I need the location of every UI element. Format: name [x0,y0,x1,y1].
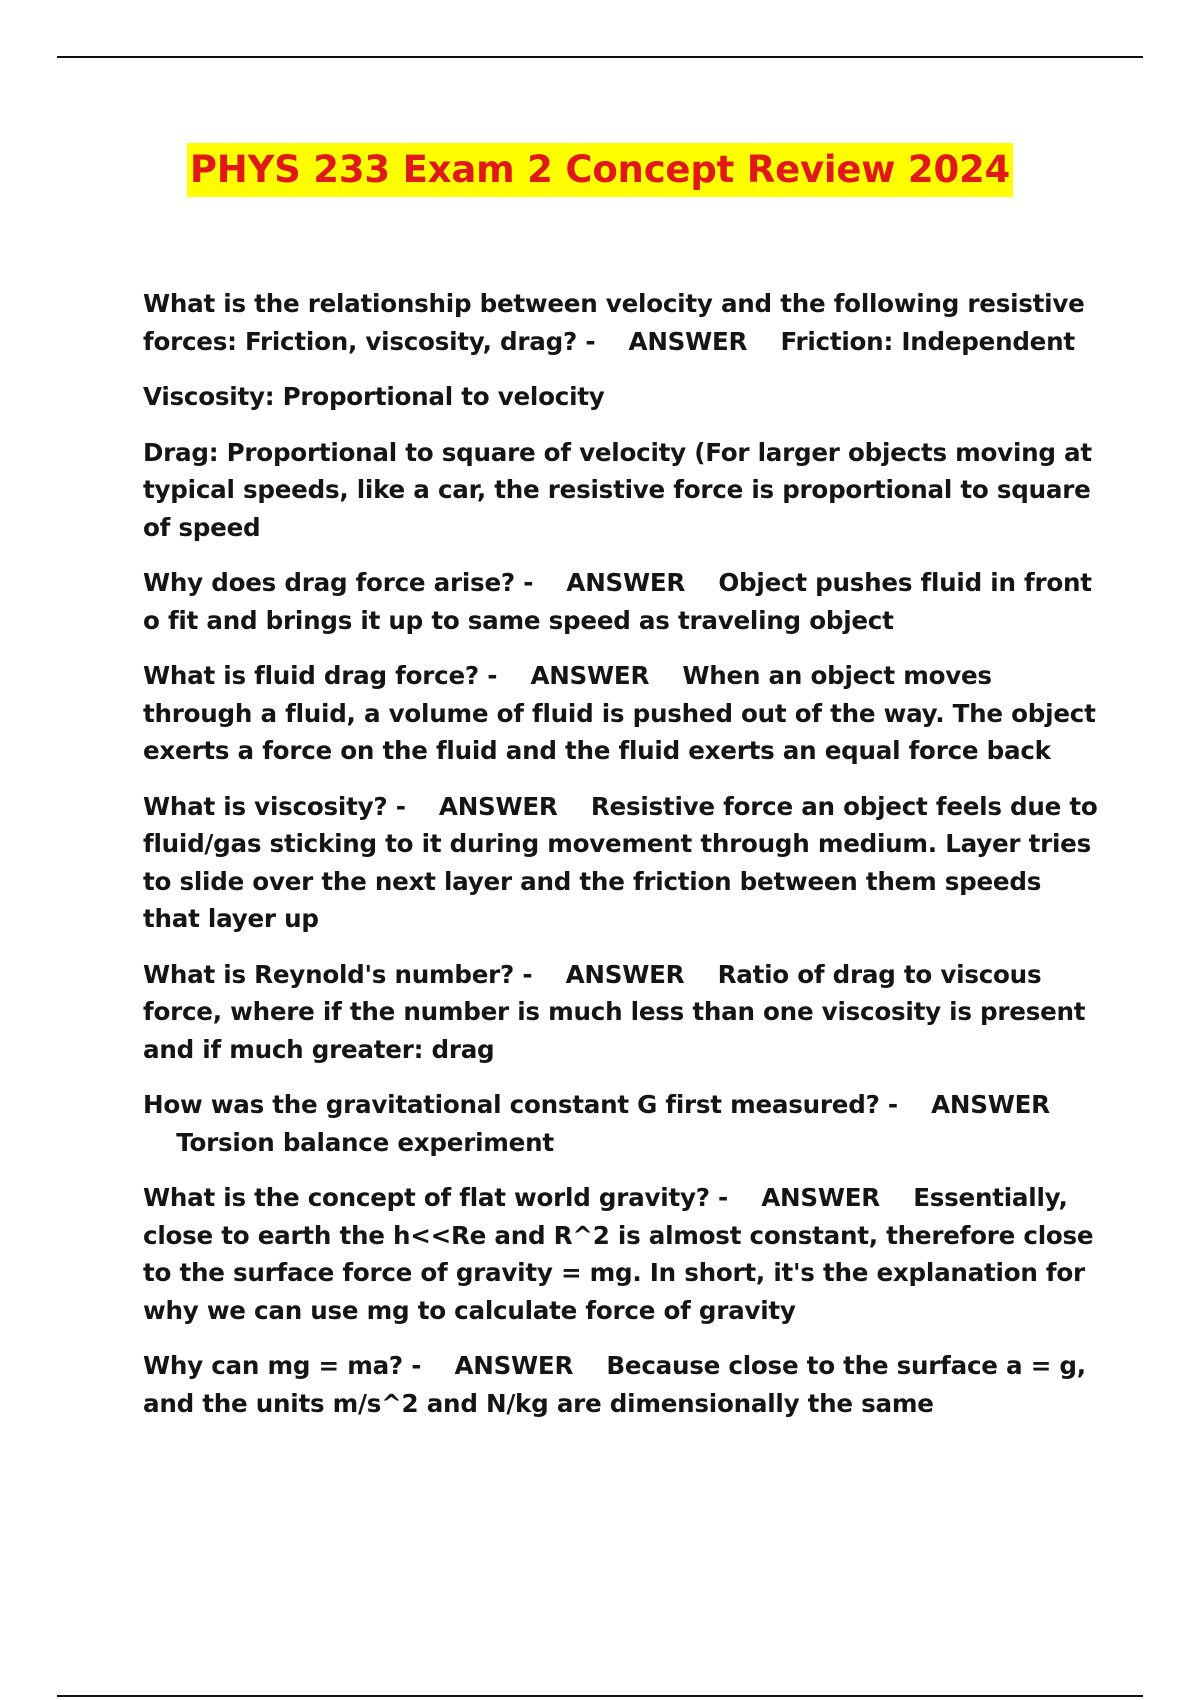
answer-text: Ratio of drag to viscous force, where if the number is much less than one viscosity is present and if much greater: drag [143,959,1086,1064]
answer-label: ANSWER [931,1090,1050,1119]
answer-text: When an object moves through a fluid, a volume of fluid is pushed out of the way. The object exerts a force on the fluid and the fluid exerts an equal force back [143,661,1096,765]
question-text: What is the relationship between velocity and the following resistive forces: Friction, viscosity, drag? - [143,289,1085,356]
header-rule [57,56,1143,58]
qa-paragraph [143,657,1098,770]
text-paragraph: Drag: Proportional to square of velocity (For larger objects moving at typical speeds, like a car, the resistive force is proportional to square of speed [143,437,1092,542]
answer-text: Friction: Independent [780,326,1075,356]
footer-rule [57,1695,1143,1697]
title-block [0,143,1200,197]
qa-paragraph [143,285,1098,360]
answer-text: Torsion balance experiment [176,1127,554,1157]
question-text: Why can mg = ma? - [143,1351,422,1380]
answer-label: ANSWER [628,326,748,356]
question-text: What is the concept of flat world gravity? - [143,1183,729,1212]
answer-label: ANSWER [530,661,650,690]
document-title: PHYS 233 Exam 2 Concept Review 2024 [187,143,1013,197]
document-body [143,285,1098,1440]
qa-paragraph [143,788,1098,938]
answer-text: Because close to the surface a = g, and the units m/s^2 and N/kg are dimensionally the same [143,1351,1086,1418]
answer-label: ANSWER [566,568,686,597]
answer-text: Essentially, close to earth the h<<Re and R^2 is almost constant, therefore close to the surface force of gravity = mg. In short, it's the explanation for why we can use mg to calculate force of gravity [143,1183,1094,1325]
answer-label: ANSWER [761,1183,880,1212]
question-text: What is fluid drag force? - [143,661,498,690]
answer-label: ANSWER [454,1351,574,1380]
answer-label: ANSWER [565,959,685,989]
answer-text: Resistive force an object feels due to fluid/gas sticking to it during movement through medium. Layer tries to slide over the next layer and the friction between them speeds that layer up [143,791,1098,933]
text-paragraph: Viscosity: Proportional to velocity [143,382,605,411]
answer-text: Object pushes fluid in front o fit and brings it up to same speed as traveling object [143,568,1092,635]
qa-paragraph [143,1086,1098,1161]
qa-paragraph [143,564,1098,639]
qa-paragraph [143,1347,1098,1422]
question-text: What is Reynold's number? - [143,959,533,989]
question-text: How was the gravitational constant G first measured? - [143,1090,898,1119]
question-text: What is viscosity? - [143,791,406,821]
answer-label: ANSWER [438,791,558,821]
qa-paragraph [143,956,1098,1069]
qa-paragraph [143,1179,1098,1329]
question-text: Why does drag force arise? - [143,568,534,597]
